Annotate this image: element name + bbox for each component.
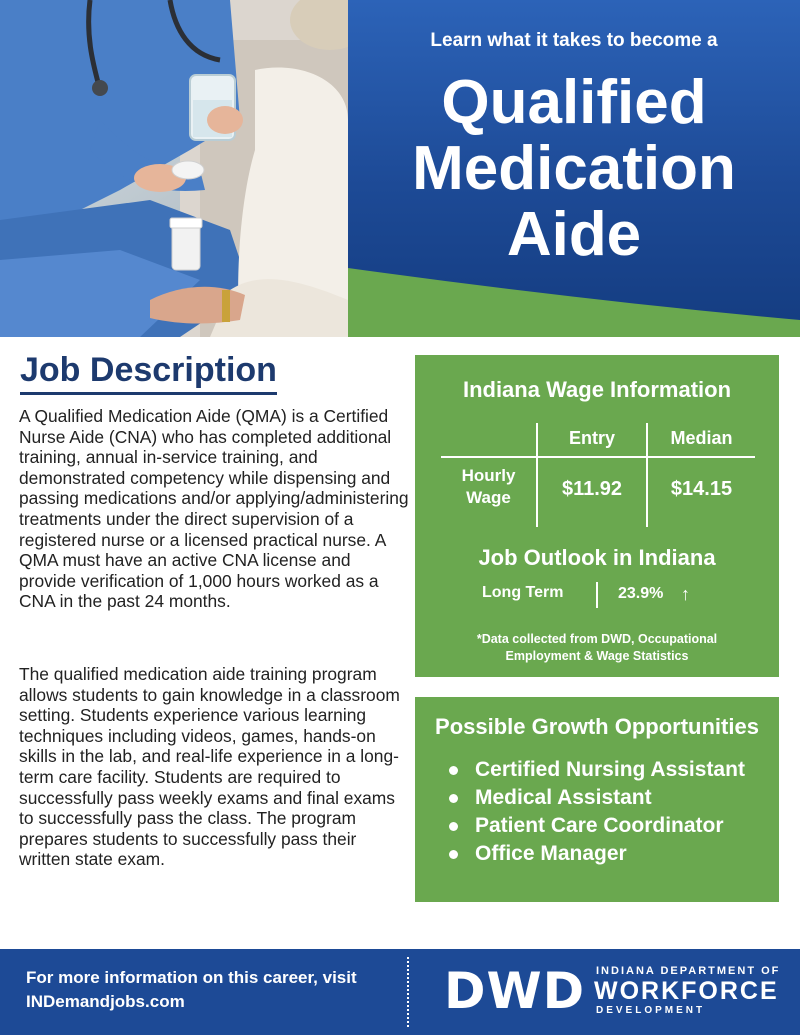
training-paragraph: The qualified medication aide training program allows students to gain knowledge in a classroom setting. Students experience various learning techniques including videos, games, hands-on skills in the lab, and real-life experience in a long-term care facility. Students are required to successfully pass weekly exams and final exams to successfully pass the class. The program prepares students to successfully pass their written state exam.	[19, 664, 400, 870]
column-header-entry: Entry	[568, 428, 615, 448]
wage-table	[441, 423, 755, 527]
footer-line: For more information on this career, visit	[26, 968, 357, 987]
logo-line: DEVELOPMENT	[596, 1005, 706, 1016]
arrow-up-icon: ↑	[681, 584, 690, 604]
job-outlook-row	[415, 582, 779, 608]
outlook-value: 23.9%	[618, 585, 664, 602]
wage-info-title: Indiana Wage Information	[462, 377, 732, 402]
job-description-paragraph: A Qualified Medication Aide (QMA) is a Certified Nurse Aide (CNA) who has completed additional training, annual in-service training, and demonstrated competency while dispensing and passing medications and/or applying/administering treatments under the direct supervision of a registered nurse or a licensed practical nurse. A QMA must have an active CNA license and provide verification of 1,000 hours worked as a CNA in the past 24 months.	[19, 406, 409, 612]
row-label-line: Wage	[466, 488, 511, 507]
nurse-patient-illustration	[0, 0, 348, 337]
table-divider	[441, 456, 755, 458]
hero-title	[348, 70, 800, 268]
wage-info-box	[415, 355, 779, 677]
note-line: Employment & Wage Statistics	[505, 649, 689, 663]
job-description-heading: Job Description	[20, 350, 277, 395]
hero-kicker: Learn what it takes to become a	[430, 30, 718, 51]
list-item-label: Medical Assistant	[475, 786, 652, 809]
growth-opportunities-box	[415, 697, 779, 902]
list-item-label: Patient Care Coordinator	[475, 814, 724, 837]
job-outlook-title: Job Outlook in Indiana	[478, 545, 716, 570]
row-label-hourly-wage	[441, 465, 536, 509]
list-item	[449, 840, 779, 868]
bullet-icon	[449, 766, 458, 775]
growth-list	[415, 756, 779, 868]
logo-line: WORKFORCE	[594, 977, 779, 1005]
dwd-logo-mark: DWD	[444, 962, 586, 1020]
outlook-divider	[596, 582, 598, 608]
list-item-label: Office Manager	[475, 842, 627, 865]
bullet-icon	[449, 822, 458, 831]
row-label-line: Hourly	[461, 466, 516, 485]
note-line: *Data collected from DWD, Occupational	[476, 632, 718, 646]
hero-banner	[348, 0, 800, 337]
bullet-icon	[449, 850, 458, 859]
footer-divider	[407, 957, 409, 1027]
entry-wage-value: $11.92	[561, 478, 623, 500]
outlook-label: Long Term	[482, 584, 564, 601]
logo-line: INDIANA DEPARTMENT OF	[596, 965, 781, 977]
header-photo	[0, 0, 348, 337]
footer-link[interactable]: INDemandjobs.com	[26, 992, 185, 1011]
dwd-logo	[444, 963, 784, 1023]
list-item	[449, 756, 779, 784]
data-source-note	[435, 631, 759, 665]
hero-title-line: Medication	[412, 134, 736, 203]
footer	[0, 949, 800, 1035]
growth-title: Possible Growth Opportunities	[435, 714, 759, 739]
list-item-label: Certified Nursing Assistant	[475, 758, 745, 781]
column-header-median: Median	[670, 428, 733, 448]
list-item	[449, 784, 779, 812]
list-item	[449, 812, 779, 840]
median-wage-value: $14.15	[670, 478, 733, 500]
footer-text	[26, 966, 357, 1014]
hero-title-line: Aide	[506, 200, 642, 269]
bullet-icon	[449, 794, 458, 803]
hero-title-line: Qualified	[441, 68, 707, 137]
